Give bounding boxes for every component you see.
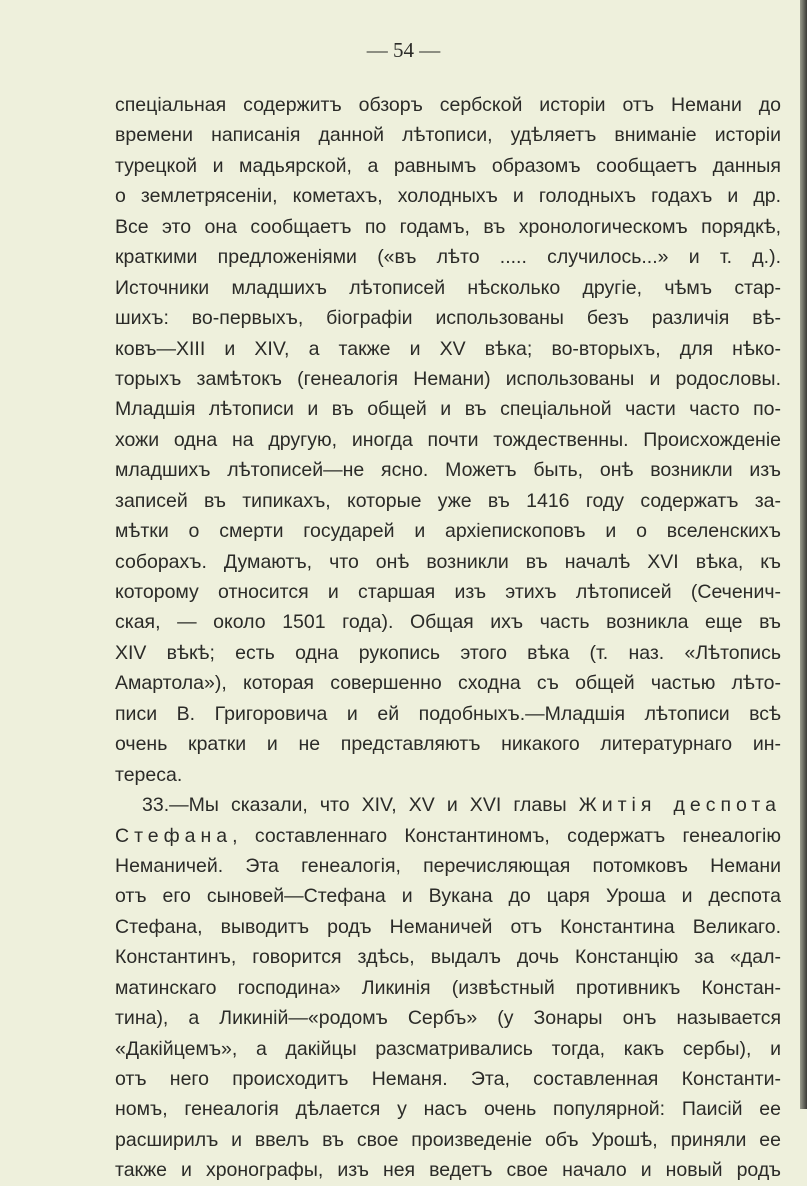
text-segment: Все это она сообщаетъ по годамъ, въ хронологическомъ порядкѣ, [115,215,781,238]
text-segment: которому относится и старшая изъ этихъ лѣтописей (Сеченич- [115,581,781,603]
text-line [115,181,781,211]
text-segment: тина), а Ликиній—«родомъ Сербъ» (у Зонары онъ называется [115,1007,781,1030]
spaced-emphasis-text: Житія деспота [578,794,781,817]
text-line [115,973,781,1003]
spaced-emphasis-text: Стефана [115,824,233,847]
text-line [115,516,781,546]
text-line [115,242,781,272]
text-line [115,303,781,333]
text-line [115,120,781,150]
text-line [115,1034,781,1064]
text-segment: отъ него происходитъ Неманя. Эта, составленная Константи- [115,1068,781,1090]
text-segment: матинскаго господина» Ликинія (извѣстный противникъ Констан- [115,976,781,999]
text-segment: Стефана, выводитъ родъ Неманичей отъ Константина Великаго. [115,915,781,938]
text-segment: номъ, генеалогія дѣлается у насъ очень популярной: Паисій ее [115,1098,781,1121]
text-segment: младшихъ лѣтописей—не ясно. Можетъ быть, онѣ возникли изъ [115,459,781,482]
text-segment: писи В. Григоровича и ей подобныхъ.—Младшія лѣтописи всѣ [115,702,781,725]
text-segment: Неманичей. Эта генеалогія, перечисляющая потомковъ Немани [115,854,781,877]
text-segment: Источники младшихъ лѣтописей нѣсколько другіе, чѣмъ стар- [115,276,781,299]
text-line [115,334,781,364]
text-segment: краткими предложеніями («въ лѣто ..... случилось...» и т. д.). [115,246,781,269]
text-segment: записей въ типикахъ, которые уже въ 1416 году содержатъ за- [115,489,781,512]
text-segment: , составленнаго Константиномъ, содержатъ генеалогію [232,824,781,847]
text-line [115,1125,781,1155]
text-line [115,577,781,607]
text-segment: торыхъ замѣтокъ (генеалогія Немани) использованы и родословы. [115,367,781,390]
text-segment: расширилъ и ввелъ въ свое произведеніе объ Урошѣ, приняли ее [115,1128,781,1151]
text-line [115,607,781,637]
text-segment: тереса. [115,763,183,786]
text-line [115,851,781,881]
text-segment: Младшія лѣтописи и въ общей и въ спеціальной части часто по- [115,398,781,421]
text-line [115,729,781,759]
page-number: — 54 — [366,38,441,62]
text-line [115,455,781,485]
text-segment: 33.—Мы сказали, что XIV, XV и XVI главы [142,794,579,817]
text-line [115,151,781,181]
text-line [115,273,781,303]
text-segment: о землетрясеніи, кометахъ, холодныхъ и голодныхъ годахъ и др. [115,185,781,208]
text-line [115,364,781,394]
page-edge-shadow [800,0,807,1109]
text-line [115,790,781,820]
text-segment: ковъ—XIII и XIV, а также и XV вѣка; во-вторыхъ, для нѣко- [115,337,781,360]
text-line [115,942,781,972]
text-segment: мѣтки о смерти государей и архіепископовъ и о вселенскихъ [115,520,781,543]
body-text [115,90,781,1186]
text-segment: времени написанія данной лѣтописи, удѣляетъ вниманіе исторіи [115,124,781,147]
text-line [115,90,781,120]
text-line [115,912,781,942]
text-segment: спеціальная содержитъ обзоръ сербской исторіи отъ Немани до [115,94,781,116]
text-line [115,1094,781,1124]
text-line [115,699,781,729]
text-line [115,394,781,424]
text-line [115,1003,781,1033]
text-segment: также и хронографы, изъ нея ведетъ свое начало и новый родъ [115,1159,781,1182]
text-segment: ская, — около 1501 года). Общая ихъ часть возникла еще въ [115,611,781,634]
text-line [115,881,781,911]
text-line [115,1064,781,1094]
text-segment: шихъ: во-первыхъ, біографіи использованы безъ различія вѣ- [115,307,781,330]
text-line [115,547,781,577]
text-segment: Константинъ, говорится здѣсь, выдалъ дочь Констанцію за «дал- [115,946,781,969]
text-segment: отъ его сыновей—Стефана и Вукана до царя Уроша и деспота [115,885,781,908]
text-line [115,212,781,242]
text-segment: XIV вѣкѣ; есть одна рукопись этого вѣка (т. наз. «Лѣтопись [115,641,781,664]
text-line [115,638,781,668]
text-segment: «Дакійцемъ», а дакійцы разсматривались тогда, какъ сербы), и [115,1037,781,1060]
text-segment: хожи одна на другую, иногда почти тождественны. Происхожденіе [115,428,781,451]
text-segment: Амартола»), которая совершенно сходна съ общей частью лѣто- [115,672,781,695]
text-segment: турецкой и мадьярской, а равнымъ образомъ сообщаетъ данныя [115,154,781,177]
text-line [115,1155,781,1185]
text-line [115,668,781,698]
text-line [115,821,781,851]
text-segment: соборахъ. Думаютъ, что онѣ возникли въ началѣ XVI вѣка, къ [115,550,781,573]
text-line [115,760,781,790]
text-line [115,486,781,516]
text-line [115,425,781,455]
text-segment: очень кратки и не представляютъ никакого литературнаго ин- [115,733,781,756]
